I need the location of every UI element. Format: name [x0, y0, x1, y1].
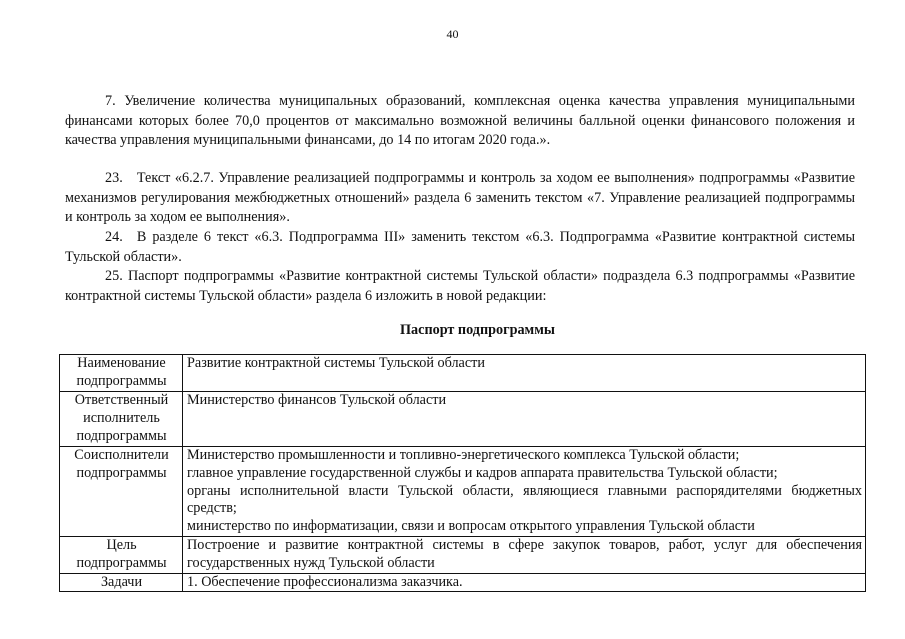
- row-label: Наименование подпрограммы: [60, 355, 183, 392]
- row-label: Задачи: [60, 573, 183, 592]
- paragraph-7: 7. Увеличение количества муниципальных образований, комплексная оценка качества управления муниципальными финансами которых более 70,0 процентов от максимально возможной величины балльной оценки финансового положения и качества управления муниципальными финансами, до 14 по итогам 2020 года.».: [65, 93, 855, 148]
- value-line: Развитие контрактной системы Тульской области: [187, 355, 485, 371]
- paragraph-25: 25. Паспорт подпрограммы «Развитие контрактной системы Тульской области» подраздела 6.3 подпрограммы «Развитие контрактной системы Тульской области» раздела 6 изложить в новой редакции:: [65, 268, 855, 304]
- row-value: [183, 447, 866, 537]
- table-row: [60, 573, 866, 592]
- value-line: Построение и развитие контрактной системы в сфере закупок товаров, работ, услуг для обеспечения государственных нужд Тульской области: [187, 536, 862, 571]
- row-label: Цель подпрограммы: [60, 536, 183, 573]
- row-value: [183, 536, 866, 573]
- paragraph-23: 23. Текст «6.2.7. Управление реализацией подпрограммы и контроль за ходом ее выполнения» подпрограммы «Развитие механизмов регулирования межбюджетных отношений» раздела 6 заменить текстом «7. Управление реализацией подпрограммы и контроль за ходом ее выполнения».: [65, 170, 855, 225]
- passport-table: [59, 354, 866, 592]
- table-row: [60, 447, 866, 537]
- row-value: [183, 573, 866, 592]
- row-value: [183, 355, 866, 392]
- value-line: Министерство финансов Тульской области: [187, 392, 447, 408]
- value-line: органы исполнительной власти Тульской области, являющиеся главными распорядителями бюджетных средств;: [187, 482, 862, 517]
- value-line: министерство по информатизации, связи и вопросам открытого управления Тульской области: [187, 518, 755, 535]
- table-row: [60, 355, 866, 392]
- value-line: главное управление государственной службы и кадров аппарата правительства Тульской области;: [187, 464, 778, 481]
- page-number: 40: [446, 27, 459, 41]
- value-line: 1. Обеспечение профессионализма заказчика.: [187, 573, 463, 590]
- table-row: [60, 392, 866, 447]
- row-label: Ответственный исполнитель подпрограммы: [60, 392, 183, 447]
- table-row: [60, 536, 866, 573]
- row-value: [183, 392, 866, 447]
- paragraph-24: 24. В разделе 6 текст «6.3. Подпрограмма III» заменить текстом «6.3. Подпрограмма «Развитие контрактной системы Тульской области».: [65, 229, 855, 265]
- value-line: Министерство промышленности и топливно-энергетического комплекса Тульской области;: [187, 447, 740, 463]
- passport-title: Паспорт подпрограммы: [400, 322, 555, 338]
- row-label: Соисполнители подпрограммы: [60, 447, 183, 537]
